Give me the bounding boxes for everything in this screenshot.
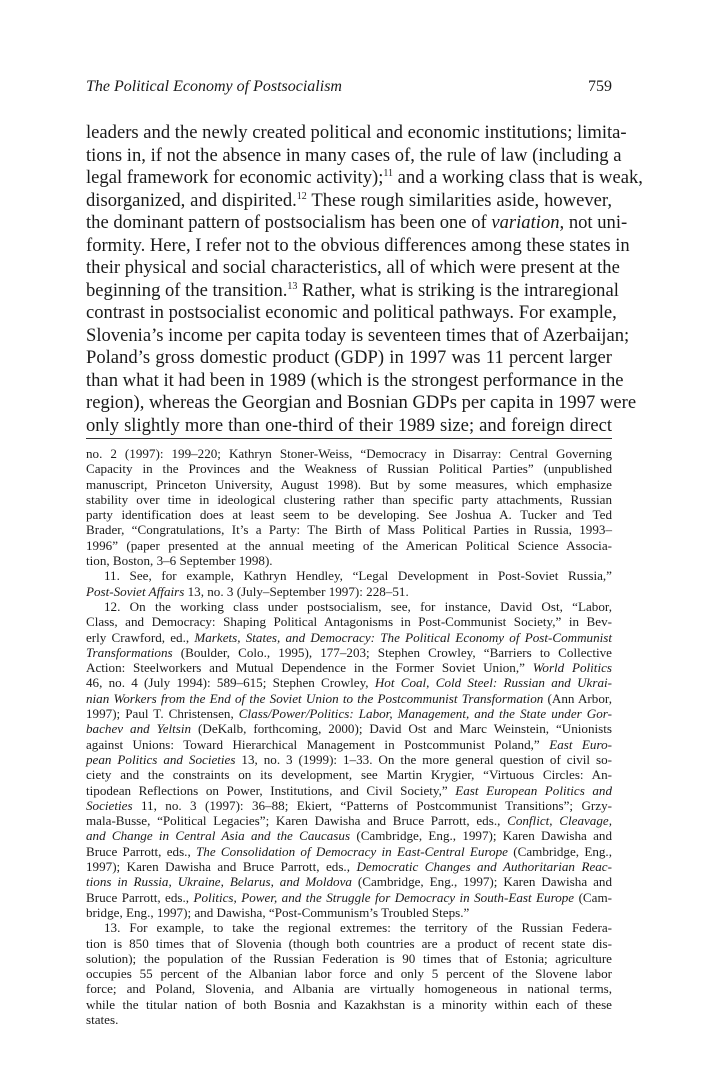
footnote-line xyxy=(86,660,612,675)
footnote-text: (Cam- xyxy=(578,889,613,905)
footnote-text: Action: Steelworkers and Mutual Dependence in the Former Soviet Union,” xyxy=(86,660,525,676)
journal-title: Societies xyxy=(86,797,133,813)
body-line: contrast in postsocialist economic and political pathways. For example, xyxy=(86,302,617,323)
running-head xyxy=(86,78,612,102)
footnote-ref: 12 xyxy=(296,190,307,202)
body-line: leaders and the newly created political and economic institutions; limita- xyxy=(86,122,627,143)
footnote-line: 12. On the working class under postsocialism, see, for instance, David Ost, “Labor, xyxy=(104,598,612,614)
footnote-line xyxy=(86,798,612,813)
book-title: Markets, States, and Democracy: The Political Economy of Post-Communist xyxy=(194,629,612,645)
body-line xyxy=(86,212,628,235)
footnote-text: 13, no. 3 (July–September 1997): 228–51. xyxy=(187,583,409,599)
footnote-line xyxy=(86,691,612,706)
footnote-line xyxy=(86,752,612,767)
footnote-line: bridge, Eng., 1997); and Dawisha, “Post-Communism’s Troubled Steps.” xyxy=(86,904,470,920)
body-line: Slovenia’s income per capita today is seventeen times that of Azerbaijan; xyxy=(86,324,630,346)
footnote-line: 11. See, for example, Kathryn Hendley, “Legal Development in Post-Soviet Russia,” xyxy=(104,568,612,584)
body-line: Poland’s gross domestic product (GDP) in 1997 was 11 percent larger xyxy=(86,347,612,368)
journal-title: pean Politics and Societies xyxy=(86,751,236,767)
footnotes xyxy=(86,446,612,1027)
book-title: Transformations xyxy=(86,644,173,660)
body-text-segment: These rough similarities aside, however, xyxy=(306,189,612,211)
footnote-line: occupies 55 percent of the Albanian labor force and only 5 percent of the Slovene labor xyxy=(86,966,612,982)
body-line: only slightly more than one-third of their 1989 size; and foreign direct xyxy=(86,414,612,436)
footnote-ref: 11 xyxy=(383,167,394,179)
running-head-title: The Political Economy of Postsocialism xyxy=(86,78,342,95)
footnote-line: Class, and Democracy: Shaping Political Antagonisms in Post-Communist Society,” in Bev- xyxy=(86,614,612,630)
footnote-text: 11, no. 3 (1997): 36–88; Ekiert, “Patterns of Postcommunist Transitions”; Grzy- xyxy=(140,797,612,813)
journal-title: East Euro- xyxy=(549,736,612,752)
book-title: Politics, Power, and the Struggle for Democracy in South-East Europe xyxy=(193,889,575,905)
footnote-line xyxy=(86,828,612,843)
footnote-line: tion is 850 times that of Slovenia (though both countries are a product of recent state dis- xyxy=(86,935,612,951)
footnote-line xyxy=(86,813,612,828)
footnote-line: while the titular nation of both Bosnia and Kazakhstan is a minority within each of these xyxy=(86,996,612,1012)
book-title: and Change in Central Asia and the Caucasus xyxy=(86,828,351,844)
footnote-line xyxy=(86,630,612,645)
book-title: The Consolidation of Democracy in East-Central Europe xyxy=(196,843,508,859)
footnote-text: 13, no. 3 (1999): 1–33. On the more general question of civil so- xyxy=(241,751,612,767)
footnote-rule xyxy=(86,438,612,439)
footnote-text: Bruce Parrott, eds., xyxy=(86,889,190,905)
book-title: nian Workers from the End of the Soviet Union to the Postcommunist Transformation xyxy=(86,690,544,706)
footnote-text: against Unions: Toward Hierarchical Management in Postcommunist Poland,” xyxy=(86,736,540,752)
footnote-text: 1997); Karen Dawisha and Bruce Parrott, eds., xyxy=(86,859,350,875)
body-text-segment: not uni- xyxy=(564,212,628,233)
footnote-text: Bruce Parrott, eds., xyxy=(86,843,191,859)
footnote-text: (Boulder, Colo., 1995), 177–203; Stephen Crowley, “Barriers to Collective xyxy=(180,644,612,660)
footnote-text: (DeKalb, forthcoming, 2000); David Ost and Marc Weinstein, “Unionists xyxy=(198,721,612,737)
footnote-line: party identification does at least seem to be developing. See Joshua A. Tucker and Ted xyxy=(86,507,612,523)
footnote-line xyxy=(86,675,612,690)
footnote-line: states. xyxy=(86,1011,119,1027)
journal-title: East European Politics and xyxy=(455,782,612,798)
body-text-segment: the dominant pattern of postsocialism has been one of xyxy=(86,212,487,233)
footnote-text: 46, no. 4 (July 1994): 589–615; Stephen Crowley, xyxy=(86,675,369,691)
body-line: region), whereas the Georgian and Bosnian GDPs per capita in 1997 were xyxy=(86,392,637,413)
footnote-text: (Cambridge, Eng., 1997); Karen Dawisha and xyxy=(357,874,612,890)
emphasis: variation, xyxy=(491,212,565,233)
footnote-line xyxy=(86,645,612,660)
footnote-ref: 13 xyxy=(287,280,298,292)
footnote-text: 1997); Paul T. Christensen, xyxy=(86,706,234,722)
footnote-line xyxy=(86,737,612,752)
footnote-line: stability over time in ideological clustering rather than specific party attachments, Russian xyxy=(86,491,612,507)
footnote-text: erly Crawford, ed., xyxy=(86,629,190,645)
body-text-segment: legal framework for economic activity); xyxy=(86,167,384,188)
footnote-line xyxy=(86,584,612,599)
body-text-segment: disorganized, and dispirited. xyxy=(86,189,297,211)
footnote-line xyxy=(86,859,612,874)
book-title: Hot Coal, Cold Steel: Russian and Ukrai- xyxy=(374,675,612,691)
footnote-line: Brader, “Congratulations, It’s a Party: The Birth of Mass Political Parties in Russia, 1993– xyxy=(86,522,612,538)
footnote-line xyxy=(86,721,612,736)
journal-title: World Politics xyxy=(532,660,612,676)
book-title: tions in Russia, Ukraine, Belarus, and Moldova xyxy=(86,874,352,890)
footnote-line: tion, Boston, 3–6 September 1998). xyxy=(86,553,273,569)
book-title: Conflict, Cleavage, xyxy=(507,813,612,829)
footnote-line xyxy=(86,706,612,721)
footnote-line: solution); the population of the Russian Federation is 90 times that of Estonia; agriculture xyxy=(86,950,612,966)
body-line: tions in, if not the absence in many cases of, the rule of law (including a xyxy=(86,144,622,166)
book-title: Class/Power/Politics: Labor, Management, and the State under Gor- xyxy=(238,706,612,722)
body-text xyxy=(86,122,643,437)
footnote-line xyxy=(86,783,612,798)
footnote-line: ciety and the constraints on its development, see Martin Krygier, “Virtuous Circles: An- xyxy=(86,767,612,783)
footnote-line: 1996” (paper presented at the annual meeting of the American Political Science Associa- xyxy=(86,537,612,553)
body-text-segment: beginning of the transition. xyxy=(86,279,288,301)
body-line: formity. Here, I refer not to the obvious differences among these states in xyxy=(86,234,630,256)
footnote-text: (Cambridge, Eng., 1997); Karen Dawisha and xyxy=(356,828,613,844)
footnote-line: force; and Poland, Slovenia, and Albania are virtually homogeneous in national terms, xyxy=(86,981,612,997)
body-line xyxy=(86,167,643,190)
footnote-line: Capacity in the Provinces and the Weakness of Russian Political Parties” (unpublished xyxy=(86,461,612,477)
body-text-segment: Rather, what is striking is the intraregional xyxy=(297,279,619,301)
footnote-line: manuscript, Princeton University, August 1998). But by some measures, which emphasize xyxy=(86,476,612,492)
book-title: bachev and Yeltsin xyxy=(86,721,192,737)
footnote-text: (Cambridge, Eng., xyxy=(513,843,612,859)
footnote-text: tipodean Reflections on Power, Institutions, and Civil Society,” xyxy=(86,782,448,798)
footnote-line: no. 2 (1997): 199–220; Kathryn Stoner-Weiss, “Democracy in Disarray: Central Governing xyxy=(86,446,612,461)
footnote-text: (Ann Arbor, xyxy=(547,690,612,706)
book-title: Democratic Changes and Authoritarian Reac- xyxy=(356,859,612,875)
body-line xyxy=(86,279,619,303)
journal-title: Post-Soviet Affairs xyxy=(86,583,185,599)
page-number: 759 xyxy=(588,78,612,95)
body-line: their physical and social characteristics, all of which were present at the xyxy=(86,257,620,278)
footnote-line xyxy=(86,874,612,889)
body-text-segment: and a working class that is weak, xyxy=(393,167,643,188)
body-line: than what it had been in 1989 (which is the strongest performance in the xyxy=(86,369,624,391)
footnote-line: 13. For example, to take the regional extremes: the territory of the Russian Federa- xyxy=(104,920,612,936)
footnote-line xyxy=(86,890,612,905)
body-line xyxy=(86,190,612,213)
footnote-line xyxy=(86,844,612,859)
footnote-text: mala-Busse, “Political Legacies”; Karen Dawisha and Bruce Parrott, eds., xyxy=(86,813,501,829)
